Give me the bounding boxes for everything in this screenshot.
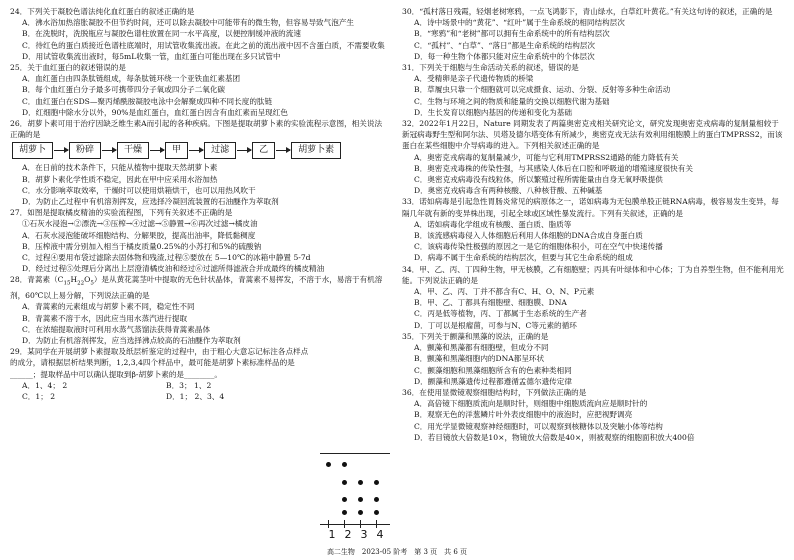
arrow-icon xyxy=(276,150,290,151)
right-column xyxy=(402,6,786,443)
extraction-flowchart xyxy=(12,142,388,159)
option-b: B．观察无色的洋葱鳞片叶外表皮细胞中的液泡时，应把视野调亮 xyxy=(414,410,633,420)
option-c: C．血红蛋白在SDS—聚丙烯酰胺凝胶电泳中会解聚成四种不同长度的肽链 xyxy=(22,96,273,106)
spot xyxy=(342,497,347,502)
spot xyxy=(342,480,347,485)
arrow-icon xyxy=(150,150,164,151)
option-a: A．在日前的技术条件下，只能从植物中提取天然胡萝卜素 xyxy=(22,163,218,173)
option-c: C．颤藻细胞和黑藻细胞所含有的色素种类相同 xyxy=(414,365,572,375)
option-a: A．血红蛋白由四条肽链组成，每条肽链环绕一个亚铁血红素基团 xyxy=(22,74,241,84)
option-c: C．生物与环境之间的物质和能量的交换以细胞代谢为基础 xyxy=(414,96,610,106)
spot xyxy=(342,510,347,515)
option-b: B．压榨液中需分别加入相当于橘皮质量0.25%的小苏打和5%的硫酸钠 xyxy=(22,241,262,251)
option-d: D．丁可以是根瘤菌，可参与N、C等元素的循环 xyxy=(414,320,577,330)
flow-step: 乙 xyxy=(252,142,275,159)
lane-label: 3 xyxy=(360,528,368,541)
question-25 xyxy=(10,62,388,118)
option-b: B．青蒿素不溶于水，因此应当用水蒸汽进行提取 xyxy=(22,313,188,323)
option-c: C．该病毒传染性极强的原因之一是它的细胞体积小，可在空气中快速传播 xyxy=(414,242,663,252)
option-b: B．颤藻和黑藻细胞内的DNA都呈环状 xyxy=(414,354,545,364)
option-a: A．奥密克戎病毒的复制量减少，可能与它利用TMPRSS2通路的能力降低有关 xyxy=(414,152,679,162)
spot xyxy=(358,497,363,502)
subscript: 22 xyxy=(77,280,85,287)
option-d: D．奥密克戎病毒含有两种核酸、八种核苷酸、五种碱基 xyxy=(414,186,603,196)
question-36 xyxy=(402,387,786,443)
option-a: A．诗中场景中的“黄花”、“红叶”属于生命系统的相同结构层次 xyxy=(414,18,625,28)
spot xyxy=(358,510,363,515)
option-b: B．3； 1、2 xyxy=(166,380,212,390)
option-d: D．每一种生物个体都只能对应生命系统中的个体层次 xyxy=(414,51,595,61)
spot xyxy=(374,480,379,485)
lane-label: 2 xyxy=(344,528,352,541)
option-c: C．丙是低等植物，丙、丁都属于生态系统的生产者 xyxy=(414,309,587,319)
question-29 xyxy=(10,346,310,402)
question-26 xyxy=(10,118,388,207)
stem-part: ）是从黄花蒿茎叶中提取的无色针状晶体，青蒿素不易挥发，不溶于水，易溶于有机溶剂，60℃以上易分解，下列说法正确的是 xyxy=(10,275,383,301)
question-stem: 32．2022年1月22日，Nature 同期发表了两篇奥密克戎相关研究论文，研究发现奥密克戎病毒的复制量相较于新冠病毒野生型和阿尔法、贝塔及德尔塔变体有所减少，奥密克戎无法有效利用细胞膜上的蛋白TMPRSS2，而该蛋白在某些细胞中介导病毒的进入。下列相关叙述正确的是 xyxy=(402,119,783,151)
option-b: B．胡萝卜素化学性质不稳定，因此在甲中应采用水浴加热 xyxy=(22,174,218,184)
subscript: 15 xyxy=(63,280,71,287)
option-d: D．用试管收集流出液时，每5mL收集一管，血红蛋白可能出现在多只试管中 xyxy=(22,51,281,61)
flow-step: 甲 xyxy=(165,142,188,159)
option-d: D．1； 2、3、4 xyxy=(166,392,225,402)
option-b: B．奥密克戎毒株的传染性强，与其感染人体后在口腔和呼吸道的增殖速度很快有关 xyxy=(414,163,693,173)
option-a: A．石灰水浸泡能破坏细胞结构、分解果胶，提高出油率，降低黏稠度 xyxy=(22,230,256,240)
lane-tick xyxy=(328,520,329,528)
option-b: B．草履虫只靠一个细胞就可以完成摄食、运动、分裂、反射等多种生命活动 xyxy=(414,85,671,95)
spot xyxy=(374,497,379,502)
option-c: C．在浓缩提取液时可利用水蒸气蒸馏法获得青蒿素晶体 xyxy=(22,324,211,334)
option-a: A．高倍镜下细胞质流向是顺时针，则细胞中细胞质流向应是顺时针的 xyxy=(414,399,648,409)
origin-line xyxy=(320,524,390,525)
option-c: C．过程④要用布袋过滤除去固体物和残渣,过程⑤要放在 5—10℃的冰箱中静置 5-7d xyxy=(22,253,311,263)
arrow-icon xyxy=(54,150,68,151)
option-a: A．青蒿素的元素组成与胡萝卜素不同，稳定性不同 xyxy=(22,302,195,312)
option-b: B．该流感病毒侵入人体细胞后利用人体细胞的DNA合成自身蛋白质 xyxy=(414,231,643,241)
lane-tick xyxy=(360,520,361,528)
option-a: A．颤藻和黑藻都有细胞壁，但成分不同 xyxy=(414,343,549,353)
page-footer: 高二生物 2023-05 阶考 第 3 页 共 6 页 xyxy=(326,548,468,556)
flow-step: 干燥 xyxy=(117,142,149,159)
option-b: B．“寒鸦”和“老树”都可以拥有生命系统中的所有结构层次 xyxy=(414,29,610,39)
option-d: D．经过过程⑤处理后分离出上层澄清橘皮油和经过⑥过滤所得滤液合并成最终的橘皮精油 xyxy=(22,264,325,274)
option-c: C．用光学显微镜观察神经细胞时，可以观察到核糖体以及突触小体等结构 xyxy=(414,421,663,431)
question-28 xyxy=(10,274,388,346)
flow-step: 胡萝卜 xyxy=(12,142,53,159)
option-b: B．甲、乙、丁都具有细胞壁、细胞膜、DNA xyxy=(414,298,567,308)
option-c: C．待红色的蛋白质接近色谱柱底端时，用试管收集流出液。在此之前的流出液中因不含蛋白质，不需要收集 xyxy=(22,40,385,50)
flow-step: 胡萝卜素 xyxy=(291,142,341,159)
option-b: B．每个血红蛋白分子最多可携带四分子氧或四分子二氧化碳 xyxy=(22,85,226,95)
question-stem: 25．关于血红蛋白的叙述错误的是 xyxy=(10,63,126,73)
stem-part: H xyxy=(70,275,78,285)
option-d: D．为防止有机溶剂挥发，应当选择沸点较高的石油醚作为萃取剂 xyxy=(22,336,241,345)
option-d: D．病毒不属于生命系统的结构层次，但要与其它生命系统的组成 xyxy=(414,253,633,263)
stem-part: 28．青蒿素（C xyxy=(10,275,64,285)
flow-step: 过滤 xyxy=(204,142,236,159)
process-flow: ①石灰水浸泡→②漂洗→③压榨→④过滤→⑤静置→⑥再次过滤→橘皮油 xyxy=(22,219,258,229)
question-24 xyxy=(10,6,388,62)
option-a: A．受精卵是亲子代遗传物质的桥梁 xyxy=(414,74,534,84)
question-33 xyxy=(402,196,786,263)
option-a: A．沸水浴加热溶胀凝胶不但节约时间，还可以除去凝胶中可能带有的微生物，但容易导致气泡产生 xyxy=(22,18,355,28)
option-d: D．红细胞中除水分以外，90%是血红蛋白，血红蛋白因含有血红素而呈现红色 xyxy=(22,107,288,117)
question-31 xyxy=(402,62,786,118)
spot xyxy=(358,480,363,485)
lane-tick xyxy=(376,520,377,528)
arrow-icon xyxy=(102,150,116,151)
spot xyxy=(374,510,379,515)
option-b: B．在洗脱时，洗脱瓶应与凝胶色谱柱放置在同一水平高度，以便控制缓冲液的流速 xyxy=(22,29,301,39)
lane-label: 1 xyxy=(328,528,336,541)
question-32 xyxy=(402,118,786,196)
option-d: D．生长发育以细胞内基因的传递和变化为基础 xyxy=(414,107,572,117)
left-column xyxy=(10,6,388,402)
spot xyxy=(326,462,331,467)
question-stem: 30．“孤村落日残霞，轻烟老树寒鸦，一点飞鸿影下，青山绿水，白草红叶黄花。”有关这句诗的叙述，正确的是 xyxy=(402,7,773,16)
arrow-icon xyxy=(189,150,203,151)
option-c: C．奥密克戎病毒没有线粒体，所以繁殖过程所需能量由自身无氧呼吸提供 xyxy=(414,175,663,185)
arrow-icon xyxy=(237,150,251,151)
question-27 xyxy=(10,207,388,274)
lane-labels xyxy=(324,528,392,541)
question-stem: 31．下列关于细胞与生命活动关系的叙述，错误的是 xyxy=(402,63,579,73)
question-stem: 34．甲、乙、丙、丁四种生物，甲无核膜，乙有细胞壁；丙具有叶绿体和中心体；丁为自养型生物，但不能利用光能。下列说法正确的是 xyxy=(402,264,784,285)
option-a: A．1、4； 2 xyxy=(22,380,68,390)
option-d: D．若目镜放大倍数是10×，物镜放大倍数是40×，则被观察的细胞面积放大400倍 xyxy=(414,432,695,442)
chromatography-figure xyxy=(318,450,392,542)
question-stem: 35．下列关于颤藻和黑藻的说法，正确的是 xyxy=(402,331,549,341)
question-30 xyxy=(402,6,786,62)
question-stem: 26．胡萝卜素可用于治疗因缺乏维生素A而引起的各种疾病。下图是提取胡萝卜素的实验流程示意图，相关说法正确的是 xyxy=(10,119,383,140)
option-d: D．为防止乙过程中有机溶剂挥发，应选择冷凝回流装置的石油醚作为萃取剂 xyxy=(22,197,279,207)
options-row xyxy=(10,380,310,391)
option-c: C．1； 2 xyxy=(22,392,56,402)
question-35 xyxy=(402,331,786,387)
stem-part: O xyxy=(84,275,91,285)
question-stem: 24．下列关于凝胶色谱法纯化血红蛋白的叙述正确的是 xyxy=(10,7,195,16)
question-stem: 29．某同学在开展胡萝卜素提取及纸层析鉴定的过程中，由于粗心大意忘记标注各点样点的成分，请根据层析结果判断，1,2,3,4四个样品中，最可能是胡萝卜素标准样品的是______；提取样品中可以确认提取到β-胡萝卜素的是________。 xyxy=(10,347,309,379)
question-stem xyxy=(10,274,388,301)
question-stem: 36．在使用显微镜观察细胞结构时，下列做法正确的是 xyxy=(402,387,587,397)
lane-tick xyxy=(344,520,345,528)
options-row xyxy=(10,391,310,402)
option-c: C．“孤村”、“白草”、“落日”都是生命系统的结构层次 xyxy=(414,40,595,50)
lane-label: 4 xyxy=(376,528,384,541)
spot xyxy=(342,462,347,467)
option-d: D．颤藻和黑藻遗传过程都遵循孟德尔遗传定律 xyxy=(414,376,572,386)
option-a: A．甲、乙、丙、丁并不都含有C、H、O、N、P元素 xyxy=(414,287,595,297)
option-c: C．水分影响萃取效率，干燥时可以使用烘箱烘干，也可以用热风吹干 xyxy=(22,185,256,195)
question-stem: 27．如图是提取橘皮精油的实验流程图，下列有关叙述不正确的是 xyxy=(10,208,233,218)
subscript: 5 xyxy=(90,280,94,287)
question-stem: 33．诺如病毒是引起急性胃肠炎常见的病原体之一，诺如病毒为无包膜单股正链RNA病毒，极容易发生变异，每隔几年就有新的变异株出现，引起全球或区域性暴发流行。下列有关叙述，正确的是 xyxy=(402,197,779,218)
flow-step: 粉碎 xyxy=(69,142,101,159)
solvent-front-line xyxy=(320,453,390,454)
question-34 xyxy=(402,264,786,331)
option-a: A．诺如病毒化学组成有核酸、蛋白质、脂质等 xyxy=(414,219,572,229)
